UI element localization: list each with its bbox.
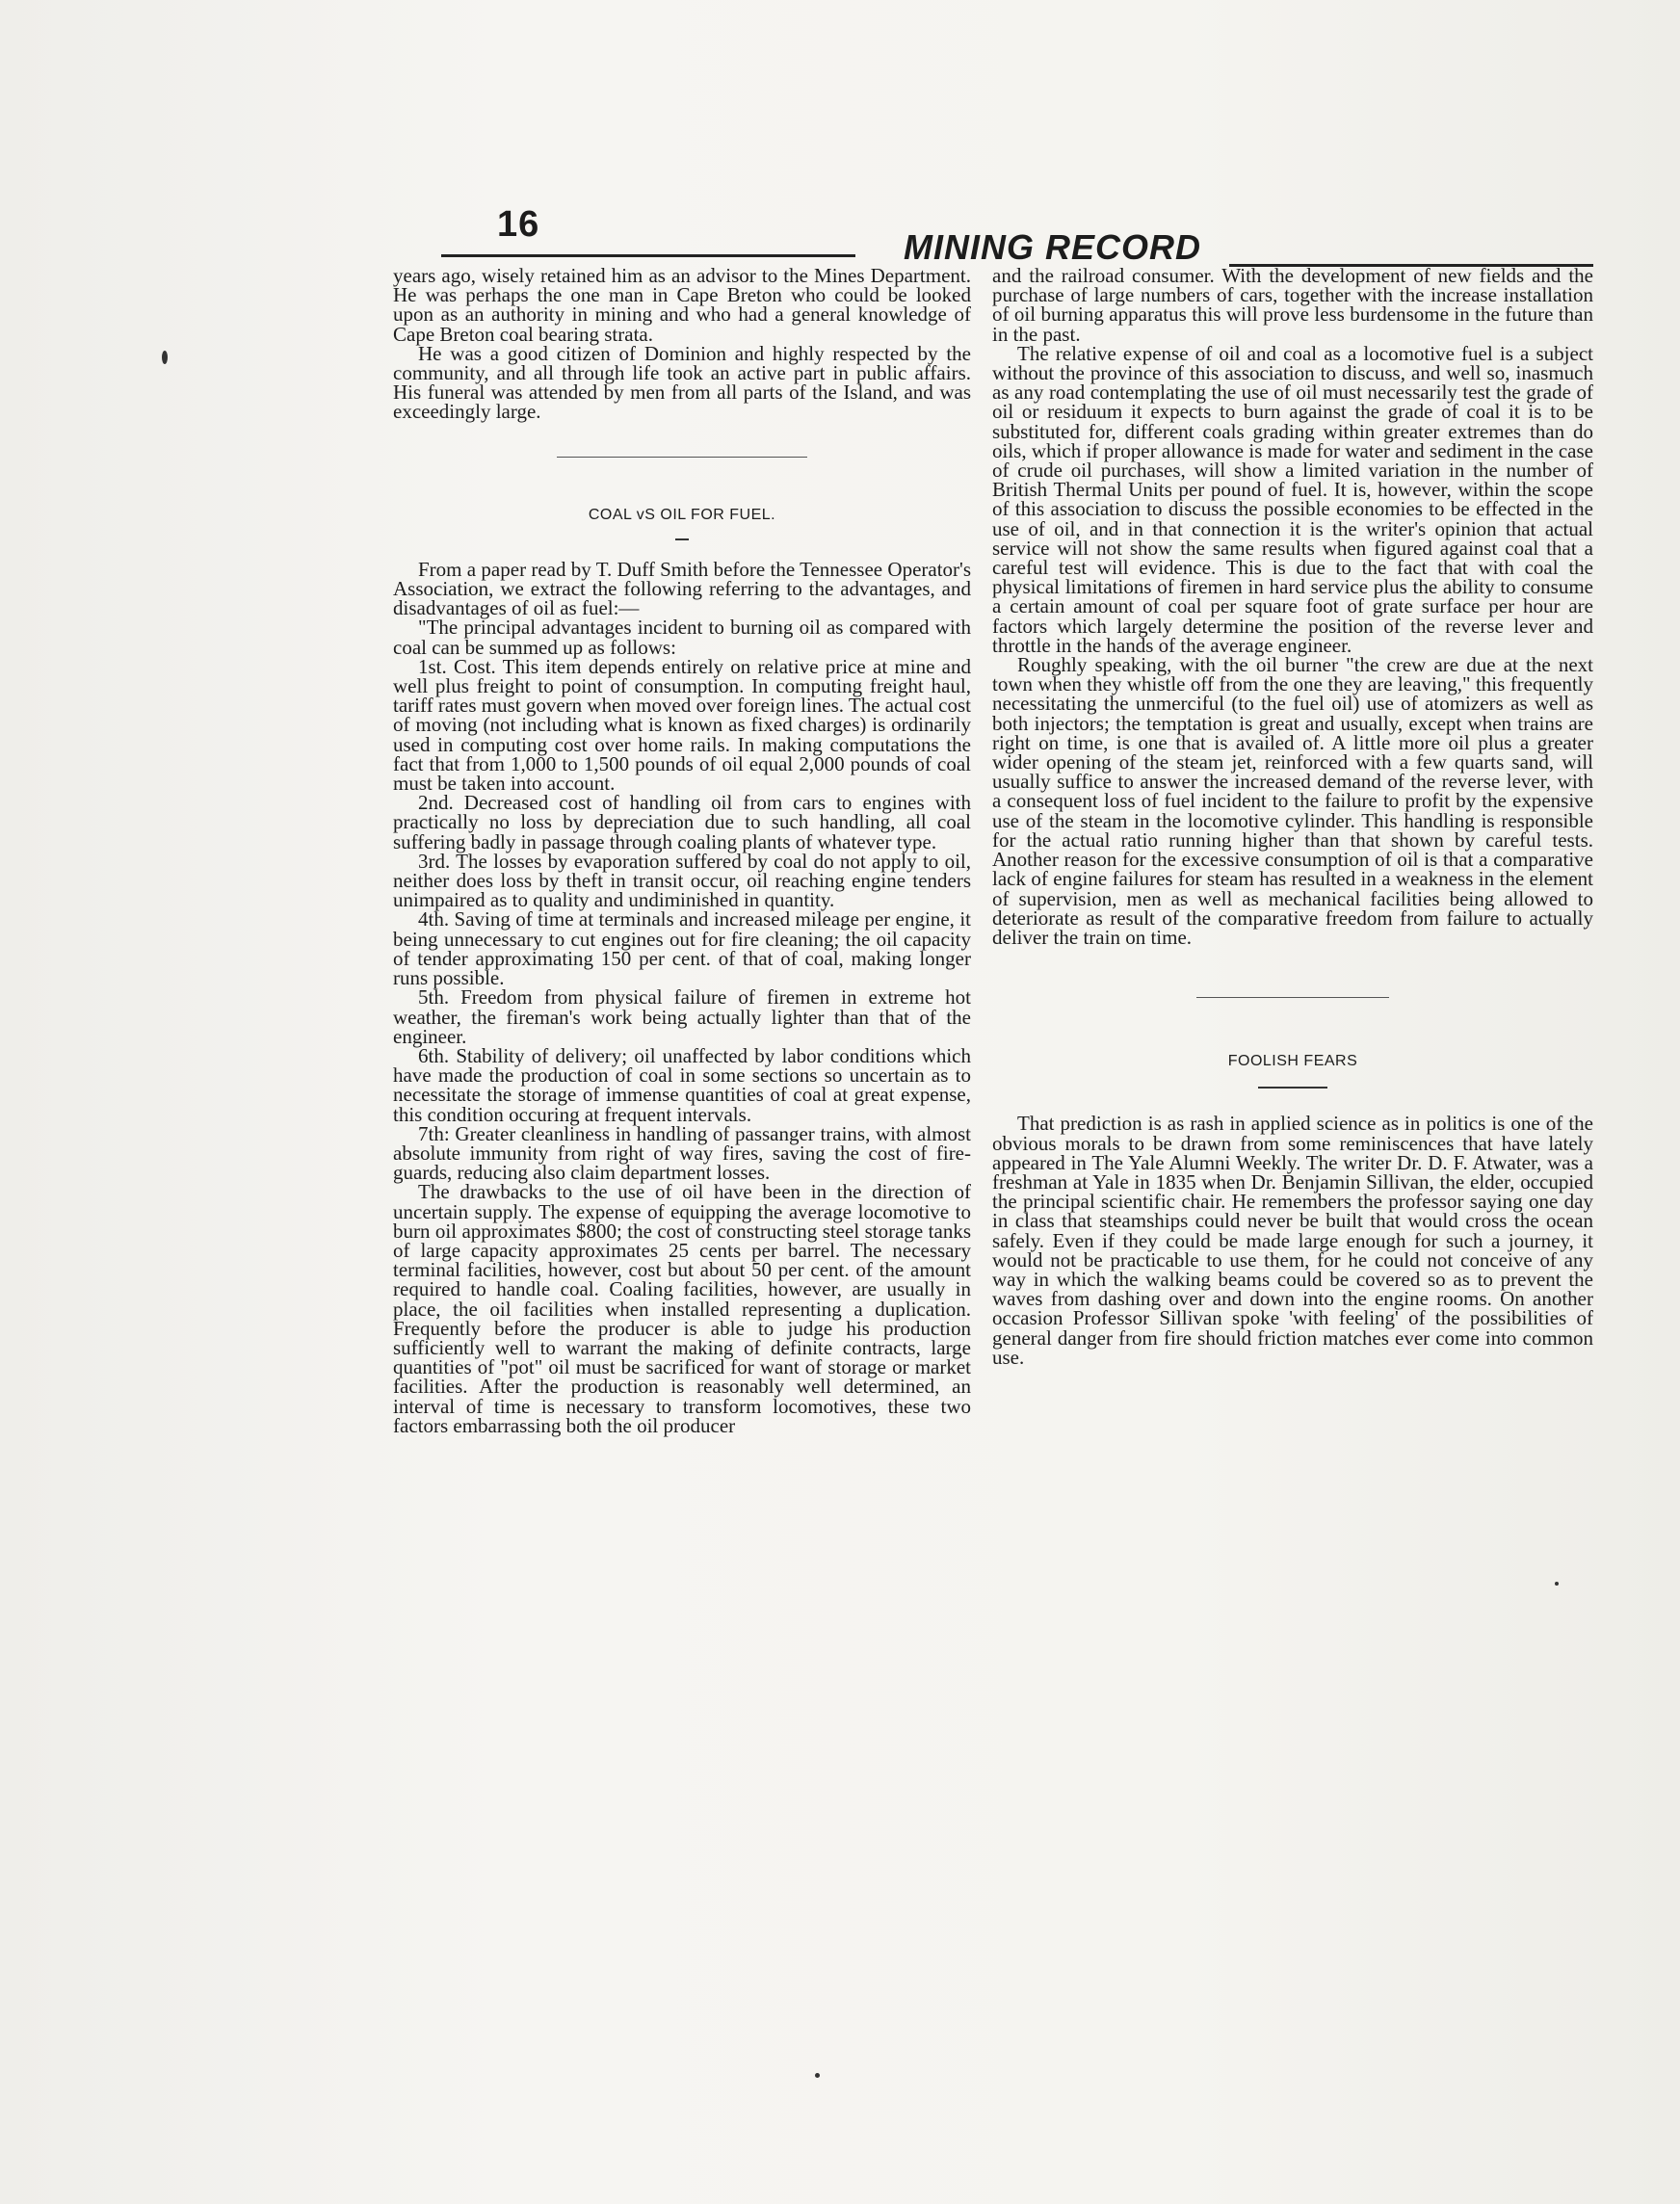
obituary-paragraph: years ago, wisely retained him as an advisor to the Mines Department. He was perhaps the one man in Cape Breton who could be looked upon as an authority in mining and who had a general knowledge of Cape Breton coal bearing strata. <box>393 264 971 346</box>
section-divider <box>1196 997 1389 998</box>
article-paragraph: The drawbacks to the use of oil have been in the direction of uncertain supply. The expense of equipping the average locomotive to burn oil approximates $800; the cost of constructing steel storage tanks of large capacity approximates 25 cents per barrel. The necessary terminal facilities, however, cost but about 50 per cent. of the amount required to handle coal. Coaling facilities, however, are usually in place, the oil facilities when installed representing a duplication. Frequently before the producer is able to judge his production sufficiently well to warrant the making of definite contracts, large quantities of "pot" oil must be sacrificed for want of storage or market facilities. After the production is reasonably well determined, an interval of time is necessary to transform locomotives, these two factors embarrassing both the oil producer <box>393 1180 971 1437</box>
scan-speck <box>1555 1582 1559 1586</box>
article-title-foolish-fears: FOOLISH FEARS <box>1227 1053 1358 1070</box>
section-divider <box>557 457 807 458</box>
scan-speck <box>815 2073 820 2078</box>
title-rule <box>1258 1087 1327 1089</box>
continuation-paragraph: Roughly speaking, with the oil burner "the crew are due at the next town when they whistle off from the one they are leaving," this frequently necessitating the unmerciful (to the fuel oil) use of atomizers as well as both injectors; the temptation is great and usually, except when trains are right on time, is one that is availed of. A little more oil plus a greater wider opening of the steam jet, reinforced with a few quarts sand, will usually suffice to answer the increased demand of the reverse lever, with a consequent loss of fuel incident to the failure to profit by the expensive use of the steam in the locomotive cylinder. This handling is responsible for the actual ratio running higher than that shown by careful tests. Another reason for the excessive consumption of oil is that a comparative lack of engine failures for steam has resulted in a weakness in the element of supervision, men as well as mechanical facilities being allowed to deteriorate as result of the comparative freedom from failure to actually deliver the train on time. <box>992 653 1593 949</box>
title-rule <box>675 538 689 540</box>
article-paragraph: 5th. Freedom from physical failure of firemen in extreme hot weather, the fireman's work being actually lighter than that of the engineer. <box>393 985 971 1048</box>
continuation-paragraph: and the railroad consumer. With the development of new fields and the purchase of large numbers of cars, together with the increase installation of oil burning apparatus this will prove less burdensome in the future than in the past. <box>992 264 1593 346</box>
article-title-coal-vs-oil: COAL vS OIL FOR FUEL. <box>588 506 776 523</box>
article-paragraph: That prediction is as rash in applied science as in politics is one of the obvious morals to be drawn from some reminiscences that have lately appeared in The Yale Alumni Weekly. The writer Dr. D. F. Atwater, was a freshman at Yale in 1835 when Dr. Benjamin Sillivan, the elder, occupied the principal scientific chair. He remembers the professor saying one day in class that steamships could never be built that would cross the ocean safely. Even if they could be made large enough for such a journey, it would not be practicable to use them, for he could not conceive of any way in which the walking beams could be covered so as to prevent the waves from dashing over and down into the engine rooms. On another occasion Professor Sillivan spoke 'with feeling' of the possibilities of general danger from fire should friction matches ever come into common use. <box>992 1112 1593 1369</box>
article-paragraph: 4th. Saving of time at terminals and increased mileage per engine, it being unnecessary to cut engines out for fire cleaning; the oil capacity of tender approximating 150 per cent. of that of coal, making longer runs possible. <box>393 907 971 990</box>
header-rule-left <box>441 254 855 257</box>
continuation-paragraph: The relative expense of oil and coal as a locomotive fuel is a subject without the province of this association to discuss, and well so, inasmuch as any road contemplating the use of oil must necessarily test the grade of oil or residuum it expects to burn against the grade of coal it is to be substituted for, different coals grading within greater extremes than do oils, which if proper allowance is made for water and sediment in the case of crude oil purchases, will show a limited variation in the number of British Thermal Units per pound of fuel. It is, however, within the scope of this association to discuss the possible economies to be effected in the use of oil, and in that connection it is the writer's opinion that actual service will not show the same results when figured against coal that a careful test will evidence. This is due to the fact that with coal the physical limitations of firemen in hard service plus the ability to consume a certain amount of coal per square foot of grate surface per hour are factors which largely determine the position of the reverse lever and throttle in the hands of the average engineer. <box>992 341 1593 657</box>
page-number: 16 <box>497 204 540 245</box>
publication-title: MINING RECORD <box>904 227 1201 267</box>
article-paragraph: 2nd. Decreased cost of handling oil from cars to engines with practically no loss by depreciation due to such handling, all coal suffering badly in passage through coaling plants of whatever type. <box>393 791 971 853</box>
right-column <box>992 266 1593 1367</box>
article-paragraph: From a paper read by T. Duff Smith before the Tennessee Operator's Association, we extract the following referring to the advantages, and disadvantages of oil as fuel:— <box>393 557 971 620</box>
left-column <box>393 266 971 1435</box>
obituary-paragraph: He was a good citizen of Dominion and highly respected by the community, and all through life took an active part in public affairs. His funeral was attended by men from all parts of the Island, and was exceedingly large. <box>393 341 971 424</box>
article-paragraph: 3rd. The losses by evaporation suffered by coal do not apply to oil, neither does loss by theft in transit occur, oil reaching engine tenders unimpaired as to quality and undiminished in quantity. <box>393 849 971 912</box>
article-paragraph: 7th: Greater cleanliness in handling of passanger trains, with almost absolute immunity from right of way fires, saving the cost of fire-guards, reducing also claim department losses. <box>393 1121 971 1185</box>
article-paragraph: 6th. Stability of delivery; oil unaffected by labor conditions which have made the production of coal in some sections so uncertain as to necessitate the storage of immense quantities of coal at great expense, this condition occuring at frequent intervals. <box>393 1043 971 1126</box>
article-paragraph: "The principal advantages incident to burning oil as compared with coal can be summed up as follows: <box>393 616 971 659</box>
page-header <box>441 204 1593 267</box>
article-paragraph: 1st. Cost. This item depends entirely on relative price at mine and well plus freight to point of consumption. In computing freight haul, tariff rates must govern when moved over foreign lines. The actual cost of moving (not including what is known as fixed charges) is ordinarily used in computing cost over home rails. In making computations the fact that from 1,000 to 1,500 pounds of oil equal 2,000 pounds of coal must be taken into account. <box>393 654 971 796</box>
scan-speck <box>162 351 168 364</box>
